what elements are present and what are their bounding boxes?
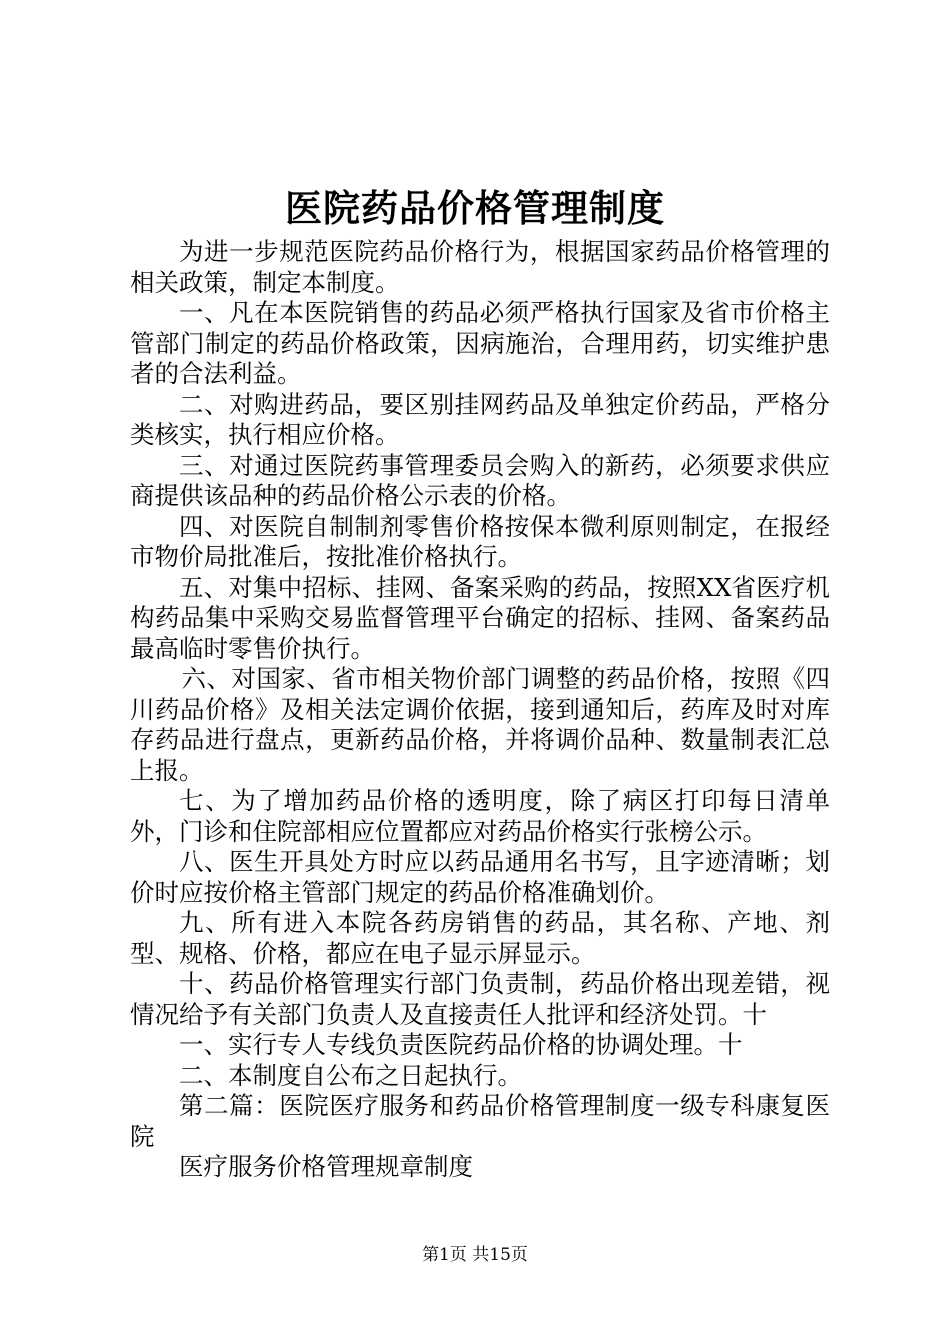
document-title: 医院药品价格管理制度	[285, 186, 665, 230]
second-part-heading: 第二篇：医院医疗服务和药品价格管理制度一级专科康复医院	[130, 1091, 830, 1151]
page-number-footer: 第1页 共15页	[422, 1245, 528, 1265]
clause-5-paragraph: 五、对集中招标、挂网、备案采购的药品，按照XX省医疗机构药品集中采购交易监督管理平台确定的招标、挂网、备案药品最高临时零售价执行。	[130, 572, 830, 663]
clause-7-paragraph: 七、为了增加药品价格的透明度，除了病区打印每日清单外，门诊和住院部相应位置都应对药品价格实行张榜公示。	[130, 786, 830, 846]
clause-12-paragraph: 二、本制度自公布之日起执行。	[179, 1060, 522, 1090]
document-body	[130, 237, 830, 1183]
clause-3-paragraph: 三、对通过医院药事管理委员会购入的新药，必须要求供应商提供该品种的药品价格公示表的价格。	[130, 450, 830, 510]
clause-1-paragraph: 一、凡在本医院销售的药品必须严格执行国家及省市价格主管部门制定的药品价格政策，因病施治，合理用药，切实维护患者的合法利益。	[130, 298, 830, 388]
clause-9-paragraph: 九、所有进入本院各药房销售的药品，其名称、产地、剂型、规格、价格，都应在电子显示屏显示。	[130, 908, 830, 968]
clause-8-paragraph: 八、医生开具处方时应以药品通用名书写，且字迹清晰；划价时应按价格主管部门规定的药品价格准确划价。	[130, 847, 830, 907]
clause-6-paragraph: 六、对国家、省市相关物价部门调整的药品价格，按照《四川药品价格》及相关法定调价依据，接到通知后，药库及时对库存药品进行盘点，更新药品价格，并将调价品种、数量制表汇总上报。	[130, 664, 830, 785]
intro-paragraph: 为进一步规范医院药品价格行为，根据国家药品价格管理的相关政策，制定本制度。	[130, 237, 830, 297]
clause-2-paragraph: 二、对购进药品，要区别挂网药品及单独定价药品，严格分类核实，执行相应价格。	[130, 389, 830, 449]
clause-10-paragraph: 十、药品价格管理实行部门负责制，药品价格出现差错，视情况给予有关部门负责人及直接责任人批评和经济处罚。十	[130, 969, 830, 1029]
clause-11-paragraph: 一、实行专人专线负责医院药品价格的协调处理。十	[179, 1030, 743, 1059]
section-heading: 医疗服务价格管理规章制度	[179, 1152, 473, 1181]
clause-4-paragraph: 四、对医院自制制剂零售价格按保本微利原则制定，在报经市物价局批准后，按批准价格执行。	[130, 511, 830, 571]
